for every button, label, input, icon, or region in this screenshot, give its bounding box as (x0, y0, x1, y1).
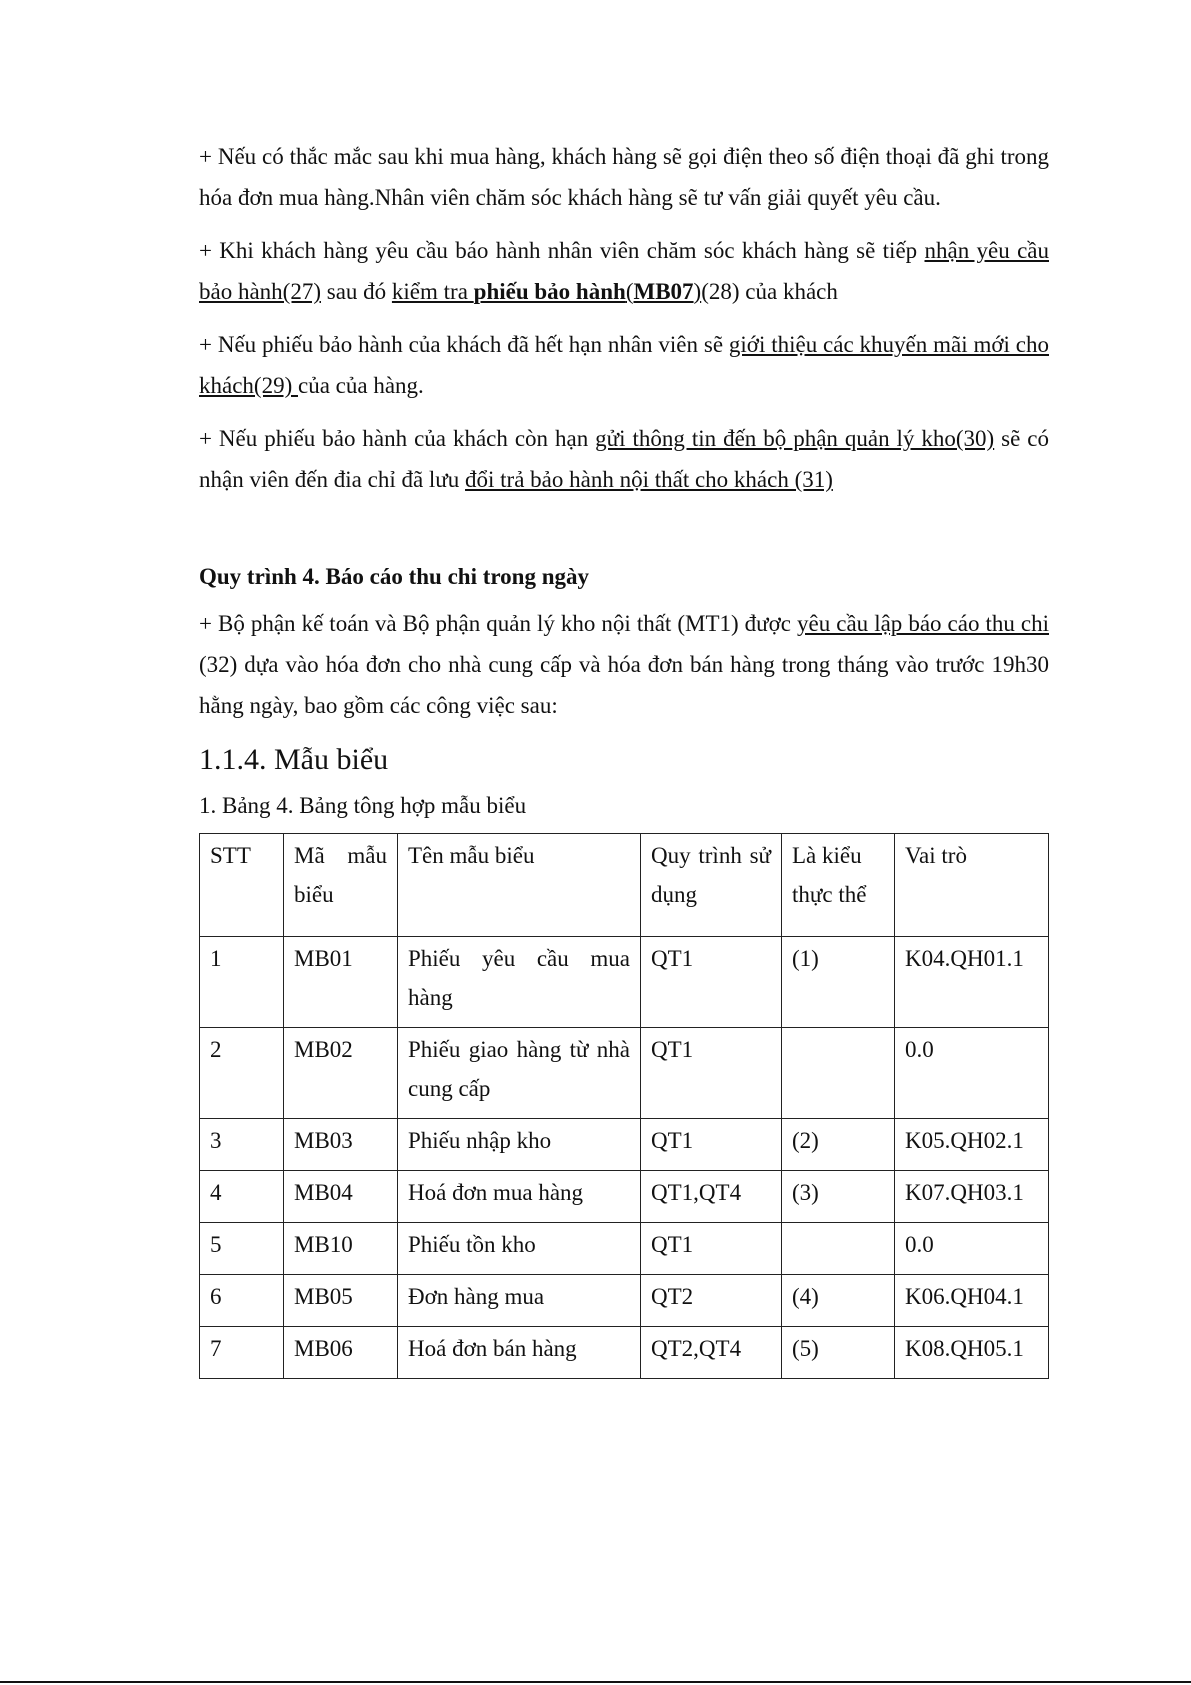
text: của của hàng. (298, 373, 424, 398)
cell-stt: 2 (200, 1028, 284, 1119)
cell-role: K04.QH01.1 (895, 937, 1049, 1028)
table-caption: 1. Bảng 4. Bảng tông hợp mẫu biểu (199, 793, 527, 818)
table-row (200, 1275, 1049, 1327)
cell-form-name: Hoá đơn bán hàng (398, 1327, 641, 1379)
cell-process: QT1 (641, 937, 782, 1028)
cell-entity-type: (1) (782, 937, 895, 1028)
process-link-31: đổi trả bảo hành nội thất cho khách (31) (465, 467, 833, 492)
subsection-heading: 1.1.4. Mẫu biểu (199, 743, 389, 776)
cell-stt: 4 (200, 1171, 284, 1223)
paragraph-valid-warranty (199, 418, 1049, 500)
cell-form-name: Phiếu nhập kho (398, 1119, 641, 1171)
cell-form-code: MB06 (284, 1327, 398, 1379)
text: sau đó (321, 279, 392, 304)
text: + Nếu phiếu bảo hành của khách đã hết hạn nhân viên sẽ (199, 332, 729, 357)
cell-role: K06.QH04.1 (895, 1275, 1049, 1327)
cell-stt: 3 (200, 1119, 284, 1171)
document-page (199, 136, 1049, 1379)
process-link-32: yêu cầu lập báo cáo thu chi (797, 611, 1049, 636)
cell-form-code: MB05 (284, 1275, 398, 1327)
process-link-30: gửi thông tin đến bộ phận quản lý kho(30) (595, 426, 995, 451)
cell-stt: 6 (200, 1275, 284, 1327)
table-row (200, 1327, 1049, 1379)
text: sẽ có nhận viên đến đia chỉ đã lưu (199, 426, 1049, 492)
cell-process: QT1 (641, 1028, 782, 1119)
cell-entity-type (782, 1223, 895, 1275)
text: ) (693, 279, 702, 304)
header-form-code: Mã mẫu biểu (284, 834, 398, 937)
cell-form-code: MB03 (284, 1119, 398, 1171)
cell-role: K08.QH05.1 (895, 1327, 1049, 1379)
forms-table (199, 833, 1049, 1379)
cell-role: K07.QH03.1 (895, 1171, 1049, 1223)
header-stt: STT (200, 834, 284, 937)
table-row (200, 1171, 1049, 1223)
text: kiểm tra (391, 279, 474, 304)
header-role: Vai trò (895, 834, 1049, 937)
cell-entity-type: (5) (782, 1327, 895, 1379)
paragraph-expired-warranty (199, 324, 1049, 406)
cell-form-name: Phiếu tồn kho (398, 1223, 641, 1275)
process-link-29: giới thiệu các khuyến mãi mới cho khách(29) (199, 332, 1049, 398)
header-process: Quy trình sử dụng (641, 834, 782, 937)
cell-process: QT2,QT4 (641, 1327, 782, 1379)
cell-process: QT2 (641, 1275, 782, 1327)
page-bottom-rule (0, 1681, 1191, 1683)
cell-form-name: Hoá đơn mua hàng (398, 1171, 641, 1223)
form-name-bold: phiếu bảo hành (473, 279, 626, 304)
cell-entity-type (782, 1028, 895, 1119)
cell-role: 0.0 (895, 1028, 1049, 1119)
paragraph-report (199, 603, 1049, 726)
text: ( (625, 279, 634, 304)
text: + Nếu phiếu bảo hành của khách còn hạn (199, 426, 596, 451)
text: + Khi khách hàng yêu cầu báo hành nhân viên chăm sóc khách hàng sẽ tiếp (199, 238, 925, 263)
table-row (200, 937, 1049, 1028)
process-link-27: nhận yêu cầu bảo hành(27) (199, 238, 1049, 304)
cell-form-name: Đơn hàng mua (398, 1275, 641, 1327)
paragraph-inquiry: + Nếu có thắc mắc sau khi mua hàng, khách hàng sẽ gọi điện theo số điện thoại đã ghi trong hóa đơn mua hàng.Nhân viên chăm sóc khách hàng sẽ tư vấn giải quyết yêu cầu. (199, 144, 1049, 210)
cell-form-name: Phiếu yêu cầu mua hàng (398, 937, 641, 1028)
cell-process: QT1 (641, 1119, 782, 1171)
cell-stt: 7 (200, 1327, 284, 1379)
table-row (200, 1223, 1049, 1275)
text: (32) dựa vào hóa đơn cho nhà cung cấp và hóa đơn bán hàng trong tháng vào trước 19h30 hằng ngày, bao gồm các công việc sau: (199, 652, 1049, 718)
cell-form-code: MB04 (284, 1171, 398, 1223)
cell-form-code: MB01 (284, 937, 398, 1028)
section-heading: Quy trình 4. Báo cáo thu chi trong ngày (199, 564, 589, 589)
form-code-bold: MB07 (633, 279, 694, 304)
paragraph-warranty-request (199, 230, 1049, 312)
header-entity-type: Là kiểu thực thể (782, 834, 895, 937)
cell-process: QT1,QT4 (641, 1171, 782, 1223)
cell-entity-type: (4) (782, 1275, 895, 1327)
cell-role: 0.0 (895, 1223, 1049, 1275)
cell-entity-type: (3) (782, 1171, 895, 1223)
cell-form-code: MB02 (284, 1028, 398, 1119)
cell-stt: 5 (200, 1223, 284, 1275)
table-row (200, 1119, 1049, 1171)
cell-entity-type: (2) (782, 1119, 895, 1171)
cell-form-name: Phiếu giao hàng từ nhà cung cấp (398, 1028, 641, 1119)
cell-process: QT1 (641, 1223, 782, 1275)
table-header-row (200, 834, 1049, 937)
header-form-name: Tên mẫu biểu (398, 834, 641, 937)
cell-role: K05.QH02.1 (895, 1119, 1049, 1171)
text: (28) của khách (701, 279, 838, 304)
text: + Bộ phận kế toán và Bộ phận quản lý kho nội thất (MT1) được (199, 611, 798, 636)
process-link-28 (392, 279, 701, 304)
cell-stt: 1 (200, 937, 284, 1028)
table-row (200, 1028, 1049, 1119)
cell-form-code: MB10 (284, 1223, 398, 1275)
